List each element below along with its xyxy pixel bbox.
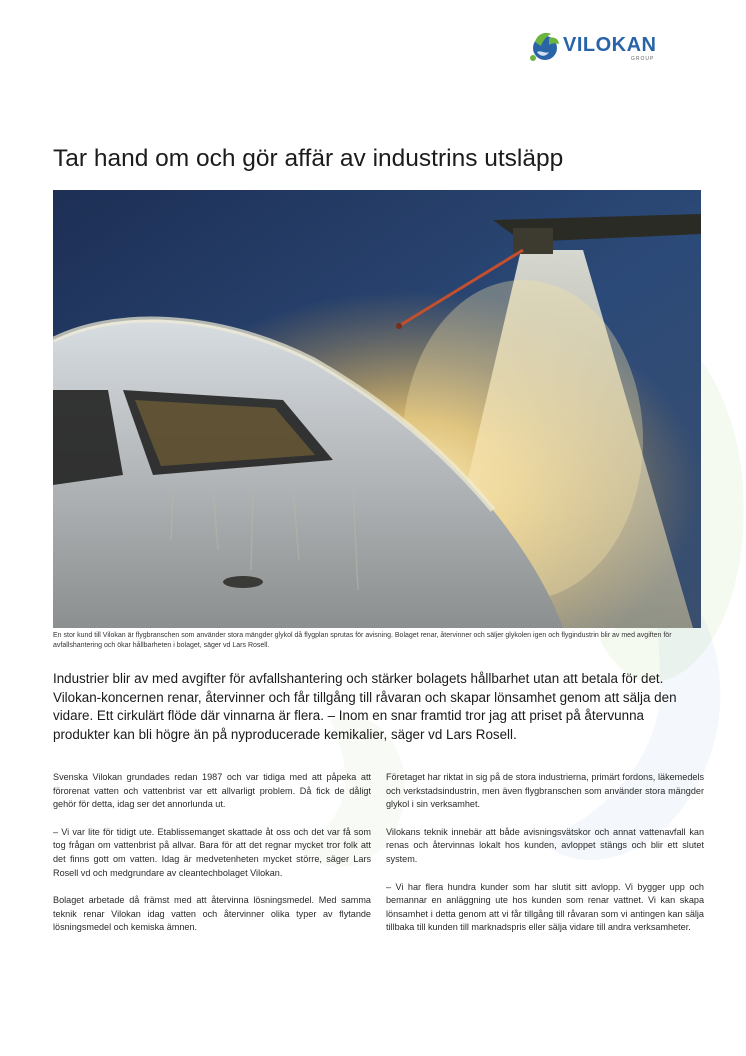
vilokan-logo <box>527 26 707 66</box>
logo-subtitle: GROUP <box>631 56 655 62</box>
body-column-left <box>53 771 371 949</box>
aircraft-deicing-photo <box>53 190 701 628</box>
body-column-right <box>386 771 704 949</box>
body-paragraph: Bolaget arbetade då främst med att återvinna lösningsmedel. Med samma teknik renar Vilokan idag vatten och återvinner olika typer av flytande lösningsmedel och kemiska ämnen. <box>53 895 371 933</box>
body-paragraph: – Vi var lite för tidigt ute. Etablissemanget skattade åt oss och det var få som tog frågan om vattenbrist på allvar. Bara för att det regnar mycket tror folk att det finns gott om vatten. Idag är medvetenheten mycket större, säger Lars Rosell vd och medgrundare av cleantechbolaget Vilokan. <box>53 826 371 878</box>
photo-caption: En stor kund till Vilokan är flygbranschen som använder stora mängder glykol då flygplan sprutas för avisning. Bolaget renar, återvinner och säljer glykolen igen och flygindustrin blir av med avgiften för avfallshantering och ökar hållbarheten i bolaget, säger vd Lars Rosell. <box>53 632 672 649</box>
logo-wordmark: VILOKAN <box>563 34 657 56</box>
body-paragraph: Vilokans teknik innebär att både avisningsvätskor och annat vattenavfall kan renas och återvinnas lokalt hos kunden, avloppet stängs och blir ett slutet system. <box>386 826 704 864</box>
body-paragraph: Svenska Vilokan grundades redan 1987 och var tidiga med att påpeka att förorenat vatten och vattenbrist var ett allvarligt problem. Då fick de dåligt gehör för detta, idag ser det annorlunda ut. <box>53 772 371 810</box>
body-paragraph: – Vi har flera hundra kunder som har slutit sitt avlopp. Vi bygger upp och bemannar en anläggning ute hos kunden som renar vattnet. Vi kan skapa lönsamhet i detta genom att vi får tillgång till råvaran som vi antingen kan sälja tillbaka till kunden till marknadspris eller sälja vidare till andra verksamheter. <box>386 881 704 933</box>
lead-paragraph: Industrier blir av med avgifter för avfallshantering och stärker bolagets hållbarhet utan att betala för det. Vilokan-koncernen renar, återvinner och får tillgång till råvaran och skapar lönsamhet genom att sälja den vidare. Ett cirkulärt flöde där vinnarna är flera. – Inom en snar framtid tror jag att priset på återvunna produkter kan bli högre än på nyproducerade kemikalier, säger vd Lars Rosell. <box>53 671 677 742</box>
article-title: Tar hand om och gör affär av industrins utsläpp <box>53 145 564 172</box>
leaf-globe-icon <box>527 28 563 64</box>
body-paragraph: Företaget har riktat in sig på de stora industrierna, primärt fordons, läkemedels och verkstadsindustrin, men även flygbranschen som använder stora mängder glykol i sin verksamhet. <box>386 772 704 810</box>
